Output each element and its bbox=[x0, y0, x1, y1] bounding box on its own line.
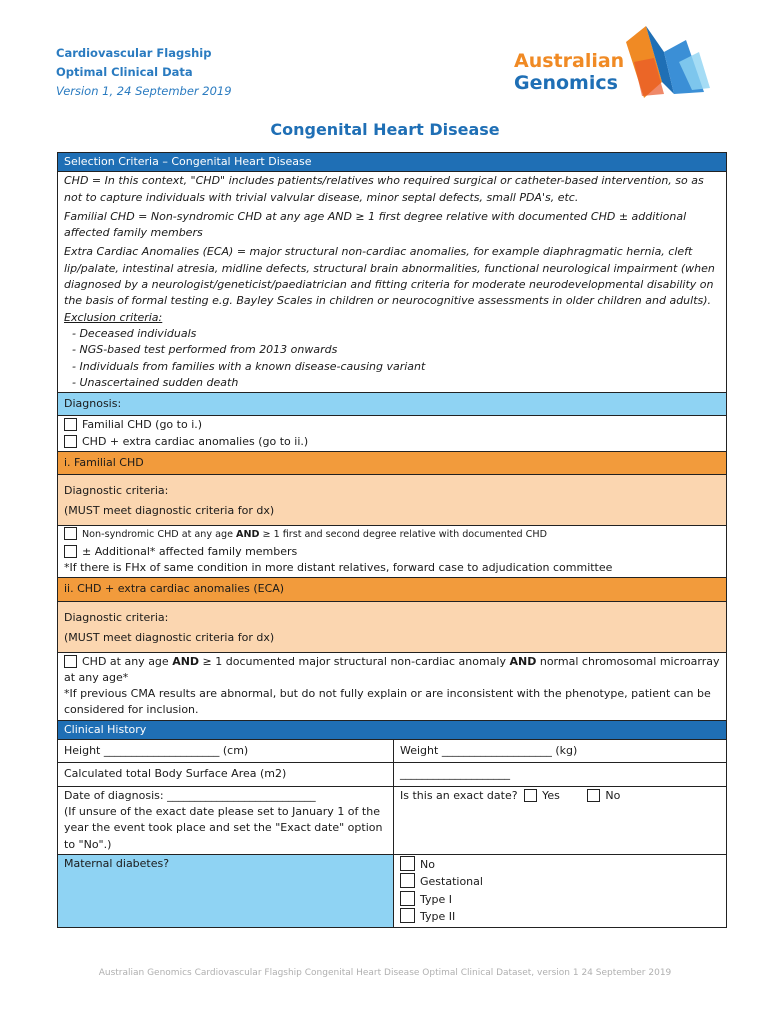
maternal-diabetes-label: Maternal diabetes? bbox=[58, 855, 394, 927]
document-header bbox=[56, 44, 232, 101]
maternal-option-no[interactable] bbox=[400, 856, 720, 874]
height-weight-row bbox=[58, 740, 726, 763]
section-ii-heading: ii. CHD + extra cardiac anomalies (ECA) bbox=[58, 578, 726, 601]
criteria-label: Diagnostic criteria: bbox=[64, 610, 169, 624]
section-i-criteria bbox=[58, 475, 726, 526]
eca-criterion[interactable] bbox=[64, 654, 720, 687]
diagnosis-option-eca[interactable] bbox=[64, 434, 720, 450]
criterion-text: normal chromosomal microarray at any age* bbox=[64, 654, 720, 684]
additional-members-criterion[interactable] bbox=[64, 544, 720, 560]
maternal-diabetes-options bbox=[394, 855, 726, 927]
criterion-text: CHD at any age bbox=[82, 654, 173, 668]
chd-definition: CHD = In this context, "CHD" includes patients/relatives who required surgical or catheter-based intervention, so as not to capture individuals with trivial valvular disease, minor septal defects, small PDA's, etc. bbox=[64, 174, 704, 204]
checkbox[interactable] bbox=[64, 655, 77, 668]
criteria-label: Diagnostic criteria: bbox=[64, 484, 169, 498]
page-footer: Australian Genomics Cardiovascular Flagship Congenital Heart Disease Optimal Clinical Dataset, version 1 24 September 2019 bbox=[98, 968, 672, 978]
option-label: No bbox=[420, 857, 435, 871]
maternal-diabetes-row bbox=[58, 855, 726, 928]
eca-definition: Extra Cardiac Anomalies (ECA) = major structural non-cardiac anomalies, for example diaphragmatic hernia, cleft lip/palate, intestinal atresia, midline defects, structural brain abnormalities, functional neurological impairment (when diagnosed by a neurologist/geneticist/paediatrician and fitting criteria for moderate neurodevelopmental disability on the basis of formal testing e.g. Bayley Scales in children or neurocognitive assessments in older children and adults). bbox=[64, 245, 715, 308]
page-title: Congenital Heart Disease bbox=[270, 120, 500, 139]
bsa-label: Calculated total Body Surface Area (m2) bbox=[58, 763, 394, 785]
date-of-diagnosis-field[interactable]: Date of diagnosis: ___________________________ bbox=[64, 788, 316, 802]
checkbox[interactable] bbox=[64, 435, 77, 448]
section-i-note: *If there is FHx of same condition in more distant relatives, forward case to adjudication committee bbox=[64, 560, 613, 574]
criterion-and: AND bbox=[236, 529, 260, 541]
option-label: Type I bbox=[420, 892, 453, 906]
section-ii-note: *If previous CMA results are abnormal, but do not fully explain or are inconsistent with the phenotype, patient can be considered for inclusion. bbox=[64, 687, 711, 717]
height-field[interactable]: Height _____________________ (cm) bbox=[58, 740, 394, 762]
exclusion-item: - Deceased individuals bbox=[72, 326, 197, 340]
date-of-diagnosis-row bbox=[58, 787, 726, 855]
header-dataset: Optimal Clinical Data bbox=[56, 65, 193, 79]
bsa-row bbox=[58, 763, 726, 786]
diagnosis-label: Diagnosis: bbox=[58, 393, 726, 416]
option-label: CHD + extra cardiac anomalies (go to ii.) bbox=[82, 434, 309, 448]
criteria-must: (MUST meet diagnostic criteria for dx) bbox=[64, 630, 275, 644]
criteria-must: (MUST meet diagnostic criteria for dx) bbox=[64, 504, 275, 518]
bsa-field[interactable]: ____________________ bbox=[400, 767, 510, 781]
exact-date-no-checkbox[interactable] bbox=[587, 789, 600, 802]
criterion-text: Non-syndromic CHD at any age bbox=[82, 529, 237, 541]
checkbox[interactable] bbox=[400, 856, 415, 871]
exclusion-item: - Unascertained sudden death bbox=[72, 375, 239, 389]
header-flagship: Cardiovascular Flagship bbox=[56, 46, 212, 60]
option-label: Gestational bbox=[420, 875, 483, 889]
diagnosis-options bbox=[58, 416, 726, 452]
diagnosis-option-familial[interactable] bbox=[64, 417, 720, 433]
logo-text-genomics: Genomics bbox=[514, 72, 618, 94]
checkbox[interactable] bbox=[400, 873, 415, 888]
checkbox[interactable] bbox=[64, 527, 77, 540]
checkbox[interactable] bbox=[64, 545, 77, 558]
date-of-diagnosis-note: (If unsure of the exact date please set to January 1 of the year the event took place and set the "Exact date" option to "No".) bbox=[64, 804, 383, 851]
weight-field[interactable]: Weight ____________________ (kg) bbox=[400, 744, 578, 758]
exclusion-item: - NGS-based test performed from 2013 onwards bbox=[72, 343, 338, 357]
section-i-heading: i. Familial CHD bbox=[58, 452, 726, 475]
logo-text-australian: Australian bbox=[514, 50, 625, 72]
maternal-option-type2[interactable] bbox=[400, 908, 720, 926]
header-version: Version 1, 24 September 2019 bbox=[56, 84, 232, 98]
checkbox[interactable] bbox=[400, 908, 415, 923]
exact-date-question: Is this an exact date? bbox=[400, 788, 518, 802]
criterion-and: AND bbox=[172, 654, 200, 668]
familial-criterion[interactable] bbox=[64, 527, 720, 543]
criterion-text: ≥ 1 documented major structural non-cardiac anomaly bbox=[199, 654, 510, 668]
exact-date-yes-label: Yes bbox=[542, 788, 560, 802]
criterion-text: ± Additional* affected family members bbox=[82, 544, 298, 558]
criteria-table bbox=[57, 152, 727, 928]
exact-date-yes-checkbox[interactable] bbox=[524, 789, 537, 802]
section-ii-criteria bbox=[58, 602, 726, 653]
exact-date-no-label: No bbox=[605, 788, 621, 802]
australian-genomics-logo bbox=[514, 22, 714, 102]
option-label: Familial CHD (go to i.) bbox=[82, 418, 203, 432]
option-label: Type II bbox=[420, 910, 456, 924]
clinical-history-heading: Clinical History bbox=[58, 721, 726, 740]
section-i-items bbox=[58, 526, 726, 578]
maternal-option-gestational[interactable] bbox=[400, 873, 720, 891]
criterion-text: ≥ 1 first and second degree relative with documented CHD bbox=[259, 529, 547, 541]
section-ii-items bbox=[58, 653, 726, 721]
checkbox[interactable] bbox=[64, 418, 77, 431]
checkbox[interactable] bbox=[400, 891, 415, 906]
exclusion-item: - Individuals from families with a known disease-causing variant bbox=[72, 359, 426, 373]
maternal-option-type1[interactable] bbox=[400, 891, 720, 909]
criterion-and: AND bbox=[509, 654, 537, 668]
selection-heading: Selection Criteria – Congenital Heart Disease bbox=[58, 152, 726, 172]
exact-date-cell bbox=[394, 787, 726, 854]
familial-definition: Familial CHD = Non-syndromic CHD at any age AND ≥ 1 first degree relative with documented CHD ± additional affected family members bbox=[64, 209, 687, 240]
date-of-diagnosis-cell bbox=[58, 787, 394, 854]
selection-body bbox=[58, 172, 726, 393]
exclusion-label: Exclusion criteria: bbox=[64, 310, 163, 324]
